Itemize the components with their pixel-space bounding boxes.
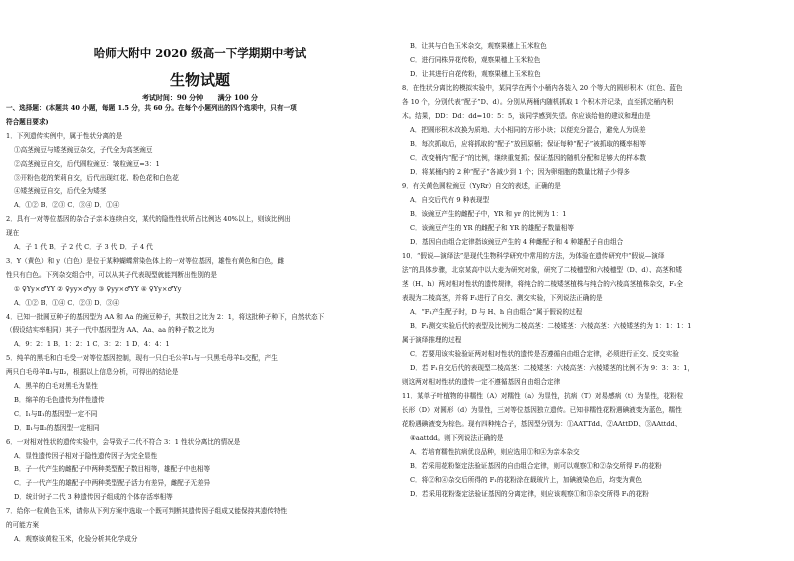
text-line: C．将②和④杂交后所得的 F₁的花粉涂在载玻片上，加碘液染色后，均变为黄色 (410, 476, 642, 484)
text-line: 法”的具体步骤，北京某高中以大麦为研究对象，研究了二棱穗型和六棱穗型（D、d）、高茎和矮 (402, 266, 682, 274)
text-line: D．若采用花粉鉴定法验证基因的分离定律，则应该观察①和③杂交所得 F₁的花粉 (410, 490, 649, 498)
text-line: ④aattdd。则下列说法正确的是 (410, 434, 504, 442)
text-line: B．F₁测交实验后代的表型及比例为二棱高茎：二棱矮茎：六棱高茎：六棱矮茎约为 1：1：1：1 (410, 322, 692, 330)
text-line: C．该豌豆产生的 YR 的雌配子和 YR 的雄配子数量相等 (410, 224, 574, 232)
text-line: D．若 F₁自交后代的表现型二棱高茎：二棱矮茎：六棱高茎：六棱矮茎的比例不为 9：3：3：1， (410, 364, 695, 372)
exam-time: 考试时间：90 分钟 (141, 93, 204, 102)
text-line: 属于演绎推理的过程 (402, 336, 462, 344)
text-line: 9．有关黄色圆粒豌豆（YyRr）自交的表述，正确的是 (402, 182, 561, 190)
text-line: B．该豌豆产生的雌配子中，YR 和 yr 的比例为 1：1 (410, 210, 567, 218)
text-line: 表现为二棱高茎，并将 F₁进行了自交、测交实验，下列说法正确的是 (402, 294, 603, 302)
text-line: 两只白毛母羊Ⅱ₁与Ⅱ₂，根据以上信息分析，可得出的结论是 (6, 368, 179, 377)
text-line: C．进行同株异花传粉，观察果穗上玉米粒色 (410, 56, 541, 64)
text-line: 符合题目要求) (6, 117, 49, 126)
text-line: ① ♀Yy×♂YY ② ♀yy×♂yy ③ ♀yy×♂YY ④ ♀Yy×♂Yy (14, 284, 182, 293)
text-line: D．统计时子二代 3 种遗传因子组成的个体存活率相等 (14, 493, 173, 502)
text-line: 木。结果，DD：Dd：dd=10：5：5，该同学感到失望。你应该给他的建议和理由是 (402, 112, 651, 120)
text-line: 11．某单子叶植物的非糯性（A）对糯性（a）为显性，抗病（T）对易感病（t）为显性，花粉粒 (402, 392, 684, 400)
text-line: 性只有白色。下列杂交组合中，可以从其子代表现型就能判断出性别的是 (6, 270, 217, 279)
text-line: 长形（D）对圆形（d）为显性，三对等位基因独立遗传。已知非糯性花粉遇碘液变为蓝色，糯性 (402, 406, 682, 414)
text-line: 6．一对相对性状的遗传实验中，会导致子二代不符合 3：1 性状分离比的情况是 (6, 437, 241, 446)
text-line: 花粉遇碘液变为棕色。现有四种纯合子，基因型分别为：①AATTdd、②AAttDD、③AAttdd、 (402, 420, 682, 428)
full-score: 满分 100 分 (217, 93, 259, 102)
text-line: 8．在性状分离比的模拟实验中，某同学在两个小桶内各装入 20 个等大的圆形积木（红色、蓝色 (402, 84, 683, 92)
text-line: D．将某桶内的 2 种“配子”各减少到 1 个；因为卵细胞的数量比精子少得多 (410, 168, 631, 176)
text-line: 一、选择题：(本题共 40 小题，每题 1.5 分，共 60 分。在每个小题列出的四个选项中，只有一项 (6, 104, 297, 112)
text-line: ③开粉色花的茉莉自交，后代出现红花、粉色花和白色花 (14, 173, 179, 182)
text-line: A．子 1 代 B．子 2 代 C．子 3 代 D．子 4 代 (14, 243, 153, 251)
subject-title: 生物试题 (169, 71, 230, 89)
text-line: 茎（H、h）两对相对性状的遗传规律，将纯合的二棱矮茎植株与纯合的六棱高茎植株杂交，F₁全 (402, 280, 683, 288)
text-line: A．把圆形积木改换为质地、大小相同的方形小块；以便充分混合，避免人为误差 (410, 126, 646, 134)
text-line: A．自交后代有 9 种表现型 (410, 196, 490, 204)
text-line: 5．纯羊的黑毛和白毛受一对等位基因控制，现有一只白毛公羊Ⅰ₁与一只黑毛母羊Ⅰ₂交配，产生 (6, 354, 278, 363)
text-line: D．基因自由组合定律指该豌豆产生的 4 种雌配子和 4 种雄配子自由组合 (410, 238, 624, 246)
text-line: A．“F₁产生配子时，D 与 H、h 自由组合”属于假说的过程 (410, 308, 583, 316)
text-line: A．①② B．①④ C．②③ D．③④ (14, 298, 120, 307)
text-line: A．若培育糯性抗病优良品种，则应选用①和④为亲本杂交 (410, 448, 580, 456)
text-line: 7．给你一粒黄色玉米，请你从下列方案中选取一个既可判断其遗传因子组成又能保持其遗传特性 (6, 507, 288, 516)
text-line: 3．Y（黄色）和 y（白色）是位于某种蝴蝶常染色体上的一对等位基因，雄性有黄色和白色，雌 (6, 256, 285, 265)
text-line: D．Ⅱ₁与Ⅱ₂的基因型一定相同 (14, 423, 100, 432)
text-line: C．Ⅰ₁与Ⅱ₁的基因型一定不同 (14, 409, 98, 418)
text-line: B．让其与白色玉米杂交，观察果穗上玉米粒色 (410, 42, 547, 50)
text-line: A．①② B．②③ C．③④ D．①④ (14, 201, 120, 210)
text-line: ④矮茎豌豆自交，后代全为矮茎 (14, 187, 107, 196)
text-line: C．子一代产生的雄配子中两种类型配子活力有差异，雌配子无差异 (14, 479, 211, 488)
text-line: A．9：2：1 B．1：2：1 C．3：2：1 D．4：4：1 (14, 340, 170, 349)
text-line: C．若要用该实验验证两对相对性状的遗传是否遵循自由组合定律，必须进行正交、反交实验 (410, 350, 679, 358)
exam-meta (6, 94, 394, 102)
text-line: B．若采用花粉鉴定法验证基因的自由组合定律，则可以观察①和②杂交所得 F₁的花粉 (410, 462, 662, 470)
text-line: 10．“假说—演绎法”是现代生物科学研究中常用的方法，为体验在遗传研究中“假说—演绎 (402, 252, 665, 260)
text-line: D．让其进行自花传粉，观察果穗上玉米粒色 (410, 70, 541, 78)
text-line: B．每次抓取后，应将抓取的“配子”放回原桶；保证每种“配子”被抓取的概率相等 (410, 140, 646, 148)
exam-title: 哈师大附中 2020 级高一下学期期中考试 (93, 46, 307, 60)
text-line: 4．已知一批圆豆种子的基因型为 AA 和 Aa 的豌豆种子，其数目之比为 2：1，将这批种子种下，自然状态下 (6, 312, 325, 321)
text-line: ②高茎豌豆自交，后代圆粒豌豆：皱粒豌豆=3：1 (14, 159, 160, 168)
text-line: A．黑羊的白毛对黑毛为显性 (14, 382, 98, 390)
text-line: 则这两对相对性状的遗传一定不遵循基因自由组合定律 (402, 378, 561, 386)
text-line: ①高茎豌豆与矮茎豌豆杂交，子代全为高茎豌豆 (14, 145, 153, 154)
text-line: 各 10 个，分别代表“配子”D、d）。分别从两桶内随机抓取 1 个积木并记录，直至抓完桶内积 (402, 98, 674, 106)
text-line: 2．具有一对等位基因的杂合子亲本连续自交，某代的隐性性状所占比例达 40%以上，则该比例出 (6, 215, 291, 224)
text-line: B．绵羊的毛色遗传为伴性遗传 (14, 395, 105, 404)
text-line: A．显性遗传因子相对于隐性遗传因子为完全显性 (14, 451, 158, 460)
text-line: C．改变桶内“配子”的比例，继续重复抓；保证基因的随机分配和足够大的样本数 (410, 154, 646, 162)
text-line: 1．下列遗传实例中，属于性状分离的是 (6, 131, 123, 140)
text-line: 的可能方案 (6, 521, 39, 529)
text-line: A．观察该黄粒玉米，化验分析其化学成分 (14, 534, 138, 543)
text-line: 现在 (6, 229, 20, 238)
text-line: （假设结实率相同）其子一代中基因型为 AA、Aa、aa 的种子数之比为 (6, 326, 215, 335)
text-line: B．子一代产生的雌配子中两种类型配子数目相等，雄配子中也相等 (14, 465, 211, 474)
